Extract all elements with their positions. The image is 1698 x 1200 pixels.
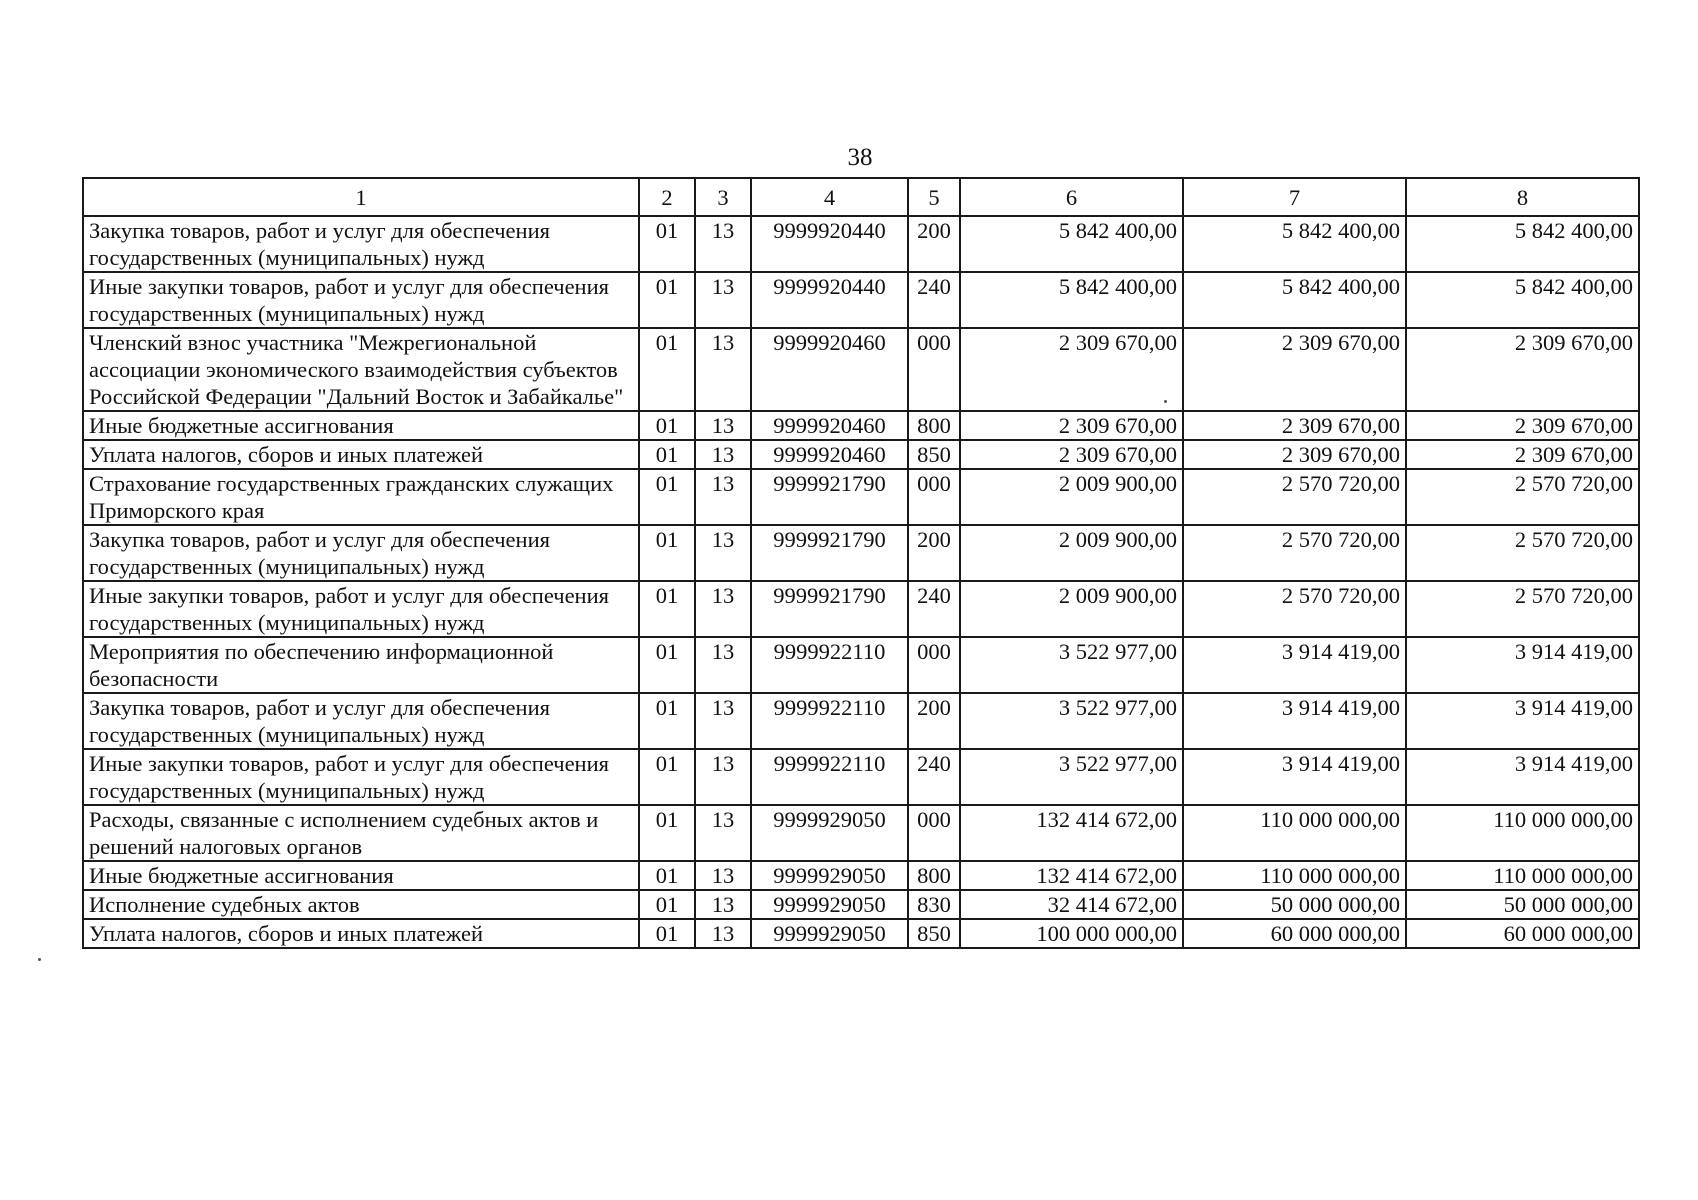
target-article-code: 9999929050: [751, 861, 908, 890]
table-row: [83, 272, 1639, 328]
page-number: 38: [847, 144, 873, 171]
subsection-code: 13: [695, 749, 751, 805]
target-article-code: 9999920460: [751, 411, 908, 440]
table-row: [83, 581, 1639, 637]
target-article-code: 9999920440: [751, 216, 908, 272]
expense-type-code: 830: [908, 890, 960, 919]
table-row: [83, 919, 1639, 948]
table-row: [83, 216, 1639, 272]
amount-col-8: 3 914 419,00: [1406, 637, 1639, 693]
section-code: 01: [639, 693, 695, 749]
subsection-code: 13: [695, 272, 751, 328]
subsection-code: 13: [695, 890, 751, 919]
amount-col-6: 2 309 670,00: [960, 411, 1183, 440]
expense-type-code: 200: [908, 525, 960, 581]
subsection-code: 13: [695, 328, 751, 411]
amount-col-6: 2 009 900,00: [960, 469, 1183, 525]
amount-col-8: 110 000 000,00: [1406, 805, 1639, 861]
amount-col-7: 60 000 000,00: [1183, 919, 1406, 948]
amount-col-7: 2 570 720,00: [1183, 469, 1406, 525]
row-description: Страхование государственных гражданских служащих Приморского края: [83, 469, 639, 525]
amount-col-7: 3 914 419,00: [1183, 749, 1406, 805]
table-body: [83, 216, 1639, 948]
row-description: Иные закупки товаров, работ и услуг для обеспечения государственных (муниципальных) нужд: [83, 272, 639, 328]
expense-type-code: 000: [908, 328, 960, 411]
amount-col-8: 5 842 400,00: [1406, 272, 1639, 328]
row-description: Уплата налогов, сборов и иных платежей: [83, 919, 639, 948]
table-row: [83, 890, 1639, 919]
header-cell: 7: [1183, 178, 1406, 216]
table-row: [83, 637, 1639, 693]
amount-col-7: 3 914 419,00: [1183, 693, 1406, 749]
amount-col-7: 2 309 670,00: [1183, 440, 1406, 469]
amount-col-7: 2 309 670,00: [1183, 411, 1406, 440]
expense-type-code: 000: [908, 637, 960, 693]
amount-col-6: 2 009 900,00: [960, 581, 1183, 637]
row-description: Закупка товаров, работ и услуг для обеспечения государственных (муниципальных) нужд: [83, 525, 639, 581]
amount-col-6: 100 000 000,00: [960, 919, 1183, 948]
target-article-code: 9999929050: [751, 919, 908, 948]
target-article-code: 9999921790: [751, 525, 908, 581]
section-code: 01: [639, 890, 695, 919]
amount-col-8: 2 570 720,00: [1406, 581, 1639, 637]
section-code: 01: [639, 440, 695, 469]
section-code: 01: [639, 637, 695, 693]
amount-col-8: 3 914 419,00: [1406, 749, 1639, 805]
expense-type-code: 850: [908, 919, 960, 948]
subsection-code: 13: [695, 411, 751, 440]
amount-col-6: 2 309 670,00: [960, 328, 1183, 411]
section-code: 01: [639, 749, 695, 805]
amount-col-7: 110 000 000,00: [1183, 861, 1406, 890]
amount-col-6: 32 414 672,00: [960, 890, 1183, 919]
amount-col-6: 2 309 670,00: [960, 440, 1183, 469]
subsection-code: 13: [695, 693, 751, 749]
header-cell: 2: [639, 178, 695, 216]
amount-col-7: 5 842 400,00: [1183, 272, 1406, 328]
subsection-code: 13: [695, 525, 751, 581]
row-description: Расходы, связанные с исполнением судебных актов и решений налоговых органов: [83, 805, 639, 861]
amount-col-6: 2 009 900,00: [960, 525, 1183, 581]
subsection-code: 13: [695, 469, 751, 525]
header-cell: 4: [751, 178, 908, 216]
target-article-code: 9999921790: [751, 581, 908, 637]
amount-col-8: 110 000 000,00: [1406, 861, 1639, 890]
table-row: [83, 411, 1639, 440]
table-row: [83, 749, 1639, 805]
section-code: 01: [639, 216, 695, 272]
budget-table: [82, 177, 1640, 949]
table-row: [83, 805, 1639, 861]
expense-type-code: 800: [908, 861, 960, 890]
header-cell: 6: [960, 178, 1183, 216]
target-article-code: 9999922110: [751, 749, 908, 805]
amount-col-6: 5 842 400,00: [960, 272, 1183, 328]
target-article-code: 9999920440: [751, 272, 908, 328]
amount-col-6: 3 522 977,00: [960, 637, 1183, 693]
row-description: Иные бюджетные ассигнования: [83, 861, 639, 890]
expense-type-code: 800: [908, 411, 960, 440]
scan-speck: [1164, 400, 1167, 403]
amount-col-7: 5 842 400,00: [1183, 216, 1406, 272]
section-code: 01: [639, 919, 695, 948]
amount-col-8: 60 000 000,00: [1406, 919, 1639, 948]
header-cell: 1: [83, 178, 639, 216]
row-description: Уплата налогов, сборов и иных платежей: [83, 440, 639, 469]
expense-type-code: 240: [908, 272, 960, 328]
section-code: 01: [639, 328, 695, 411]
amount-col-6: 3 522 977,00: [960, 749, 1183, 805]
target-article-code: 9999929050: [751, 890, 908, 919]
target-article-code: 9999929050: [751, 805, 908, 861]
target-article-code: 9999921790: [751, 469, 908, 525]
row-description: Исполнение судебных актов: [83, 890, 639, 919]
expense-type-code: 240: [908, 749, 960, 805]
amount-col-6: 132 414 672,00: [960, 861, 1183, 890]
amount-col-6: 5 842 400,00: [960, 216, 1183, 272]
expense-type-code: 200: [908, 216, 960, 272]
target-article-code: 9999920460: [751, 440, 908, 469]
expense-type-code: 000: [908, 805, 960, 861]
amount-col-8: 2 309 670,00: [1406, 328, 1639, 411]
header-row: [83, 178, 1639, 216]
table-row: [83, 440, 1639, 469]
section-code: 01: [639, 272, 695, 328]
section-code: 01: [639, 525, 695, 581]
amount-col-7: 3 914 419,00: [1183, 637, 1406, 693]
amount-col-8: 5 842 400,00: [1406, 216, 1639, 272]
row-description: Иные закупки товаров, работ и услуг для обеспечения государственных (муниципальных) нужд: [83, 581, 639, 637]
section-code: 01: [639, 469, 695, 525]
table-row: [83, 469, 1639, 525]
amount-col-7: 110 000 000,00: [1183, 805, 1406, 861]
subsection-code: 13: [695, 581, 751, 637]
subsection-code: 13: [695, 805, 751, 861]
subsection-code: 13: [695, 216, 751, 272]
header-cell: 8: [1406, 178, 1639, 216]
amount-col-6: 3 522 977,00: [960, 693, 1183, 749]
expense-type-code: 200: [908, 693, 960, 749]
amount-col-8: 50 000 000,00: [1406, 890, 1639, 919]
target-article-code: 9999922110: [751, 637, 908, 693]
target-article-code: 9999922110: [751, 693, 908, 749]
row-description: Иные бюджетные ассигнования: [83, 411, 639, 440]
target-article-code: 9999920460: [751, 328, 908, 411]
amount-col-8: 2 570 720,00: [1406, 525, 1639, 581]
table-row: [83, 693, 1639, 749]
header-cell: 3: [695, 178, 751, 216]
header-cell: 5: [908, 178, 960, 216]
expense-type-code: 000: [908, 469, 960, 525]
expense-type-code: 240: [908, 581, 960, 637]
row-description: Мероприятия по обеспечению информационной безопасности: [83, 637, 639, 693]
amount-col-8: 2 309 670,00: [1406, 440, 1639, 469]
amount-col-7: 2 570 720,00: [1183, 581, 1406, 637]
subsection-code: 13: [695, 637, 751, 693]
section-code: 01: [639, 805, 695, 861]
amount-col-8: 3 914 419,00: [1406, 693, 1639, 749]
row-description: Иные закупки товаров, работ и услуг для обеспечения государственных (муниципальных) нужд: [83, 749, 639, 805]
amount-col-8: 2 570 720,00: [1406, 469, 1639, 525]
row-description: Закупка товаров, работ и услуг для обеспечения государственных (муниципальных) нужд: [83, 693, 639, 749]
section-code: 01: [639, 581, 695, 637]
amount-col-7: 2 570 720,00: [1183, 525, 1406, 581]
subsection-code: 13: [695, 861, 751, 890]
amount-col-8: 2 309 670,00: [1406, 411, 1639, 440]
table-row: [83, 525, 1639, 581]
table-row: [83, 861, 1639, 890]
scan-speck: [38, 958, 41, 961]
amount-col-7: 50 000 000,00: [1183, 890, 1406, 919]
subsection-code: 13: [695, 440, 751, 469]
expense-type-code: 850: [908, 440, 960, 469]
table-row: [83, 328, 1639, 411]
subsection-code: 13: [695, 919, 751, 948]
section-code: 01: [639, 411, 695, 440]
amount-col-6: 132 414 672,00: [960, 805, 1183, 861]
section-code: 01: [639, 861, 695, 890]
row-description: Закупка товаров, работ и услуг для обеспечения государственных (муниципальных) нужд: [83, 216, 639, 272]
row-description: Членский взнос участника "Межрегиональной ассоциации экономического взаимодействия субъектов Российской Федерации "Дальний Восток и Забайкалье": [83, 328, 639, 411]
amount-col-7: 2 309 670,00: [1183, 328, 1406, 411]
